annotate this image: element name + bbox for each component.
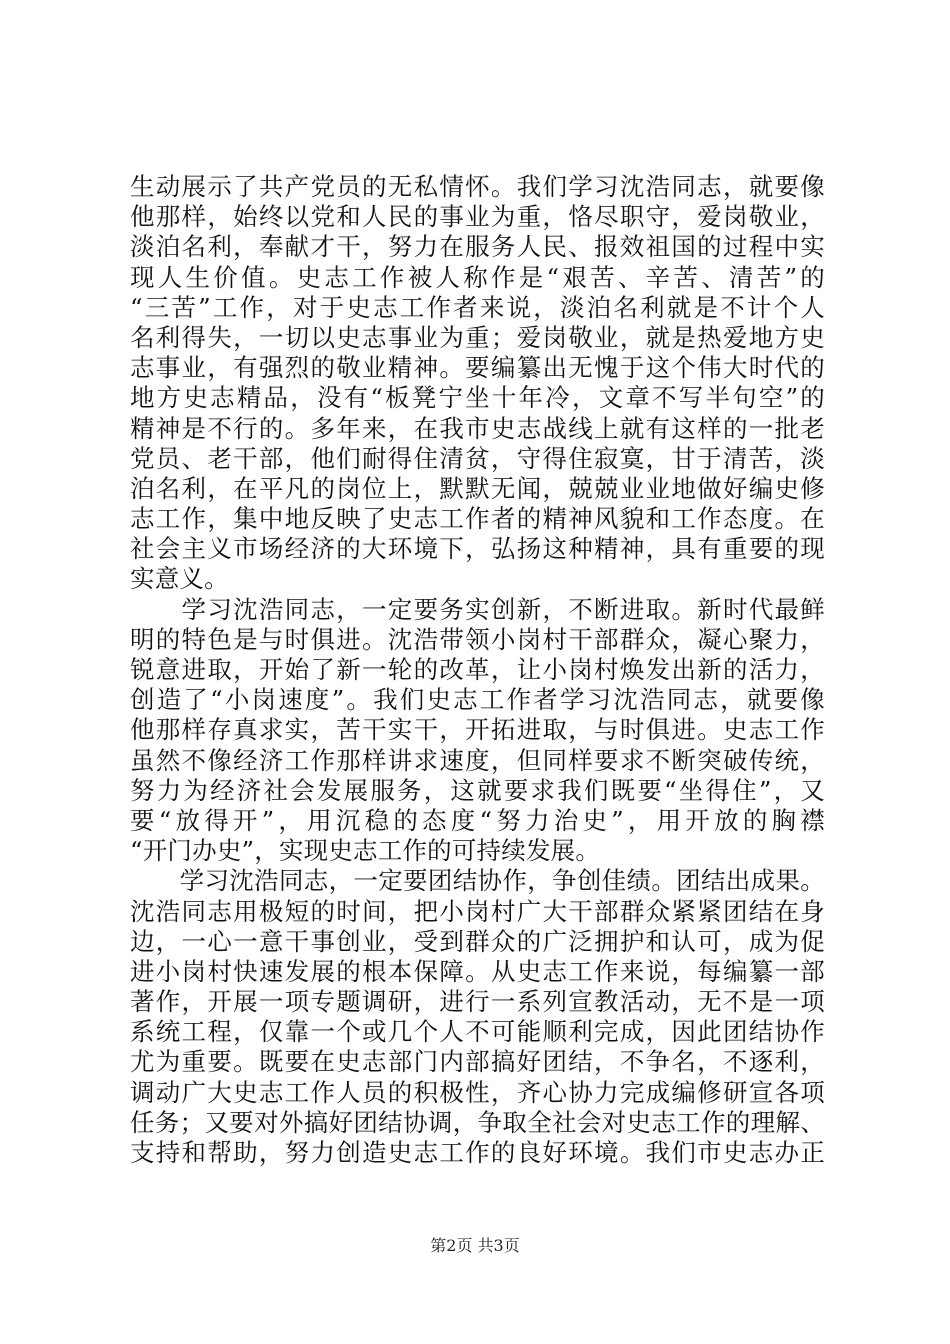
text-line: 现人生价值。史志工作被人称作是“艰苦、辛苦、清苦”的	[130, 262, 825, 292]
text-line: 边，一心一意干事创业，受到群众的广泛拥护和认可，成为促	[130, 926, 825, 956]
text-line: 淡泊名利，奉献才干，努力在服务人民、报效祖国的过程中实	[130, 232, 825, 262]
text-line: 创造了“小岗速度”。我们史志工作者学习沈浩同志，就要像	[130, 685, 825, 715]
text-line: 调动广大史志工作人员的积极性，齐心协力完成编修研宣各项	[130, 1077, 825, 1107]
text-line: 志事业，有强烈的敬业精神。要编纂出无愧于这个伟大时代的	[130, 353, 825, 383]
text-line: 他那样存真求实，苦干实干，开拓进取，与时俱进。史志工作	[130, 715, 825, 745]
text-line: 明的特色是与时俱进。沈浩带领小岗村干部群众，凝心聚力，	[130, 624, 825, 654]
text-line: 要“放得开”，用沉稳的态度“努力治史”，用开放的胸襟	[130, 805, 825, 835]
text-line: 志工作，集中地反映了史志工作者的精神风貌和工作态度。在	[130, 504, 825, 534]
text-line: 他那样，始终以党和人民的事业为重，恪尽职守，爱岗敬业，	[130, 202, 825, 232]
text-line: 锐意进取，开始了新一轮的改革，让小岗村焕发出新的活力，	[130, 655, 825, 684]
text-line: 支持和帮助，努力创造史志工作的良好环境。我们市史志办正	[130, 1138, 825, 1167]
text-line: 精神是不行的。多年来，在我市史志战线上就有这样的一批老	[130, 413, 825, 443]
text-line: 虽然不像经济工作那样讲求速度，但同样要求不断突破传统，	[130, 745, 825, 775]
text-line: 尤为重要。既要在史志部门内部搞好团结，不争名，不逐利，	[130, 1047, 825, 1077]
text-line: 名利得失，一切以史志事业为重；爱岗敬业，就是热爱地方史	[130, 322, 825, 352]
text-line: 学习沈浩同志，一定要务实创新，不断进取。新时代最鲜	[130, 594, 825, 624]
text-line: 著作，开展一项专题调研，进行一系列宣教活动，无不是一项	[130, 987, 825, 1017]
text-line: 生动展示了共产党员的无私情怀。我们学习沈浩同志，就要像	[130, 172, 825, 201]
text-line: 实意义。	[130, 564, 229, 594]
text-line: “开门办史”，实现史志工作的可持续发展。	[130, 836, 601, 866]
text-line: 社会主义市场经济的大环境下，弘扬这种精神，具有重要的现	[130, 534, 825, 564]
text-line: “三苦”工作，对于史志工作者来说，淡泊名利就是不计个人	[130, 292, 825, 322]
text-line: 系统工程，仅靠一个或几个人不可能顺利完成，因此团结协作	[130, 1017, 825, 1047]
text-line: 任务；又要对外搞好团结协调，争取全社会对史志工作的理解、	[130, 1107, 825, 1137]
text-line: 泊名利，在平凡的岗位上，默默无闻，兢兢业业地做好编史修	[130, 473, 825, 503]
text-line: 党员、老干部，他们耐得住清贫，守得住寂寞，甘于清苦，淡	[130, 443, 825, 473]
text-line: 地方史志精品，没有“板凳宁坐十年冷，文章不写半句空”的	[130, 383, 825, 413]
text-line: 努力为经济社会发展服务，这就要求我们既要“坐得住”，又	[130, 775, 825, 805]
text-line: 沈浩同志用极短的时间，把小岗村广大干部群众紧紧团结在身	[130, 896, 825, 926]
text-line: 学习沈浩同志，一定要团结协作，争创佳绩。团结出成果。	[130, 866, 825, 896]
page-number-footer: 第2页 共3页	[430, 1236, 520, 1255]
text-line: 进小岗村快速发展的根本保障。从史志工作来说，每编纂一部	[130, 956, 825, 986]
document-body	[130, 172, 825, 1168]
